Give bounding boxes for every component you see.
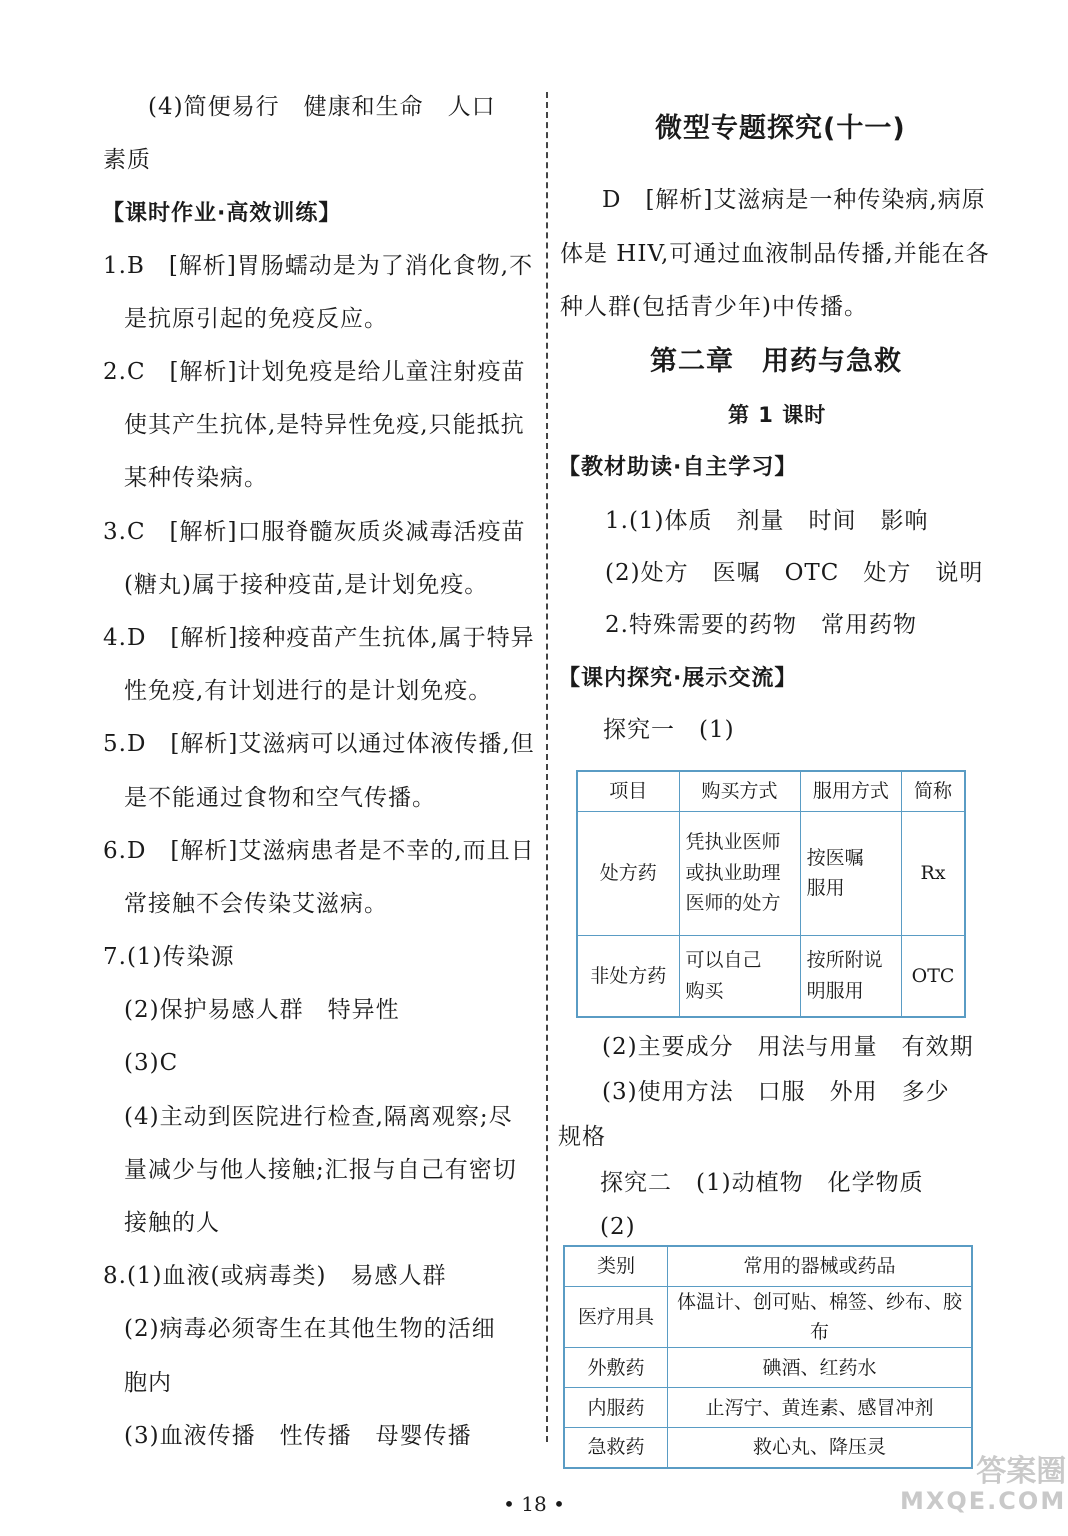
cell-line: 服用 [806,877,845,899]
answer-line: 6.D [解析]艾滋病患者是不幸的,而且日 [103,838,535,864]
table-cell: 处方药 [577,811,679,935]
section-header: 【课内探究·展示交流】 [558,666,798,691]
answer-line: 接触的人 [124,1210,220,1236]
answer-line: (2)处方 医嘱 OTC 处方 说明 [605,560,984,586]
table-row [577,811,965,935]
section-header: 【课时作业·高效训练】 [102,201,342,226]
answer-line: 1.(1)体质 剂量 时间 影响 [605,508,929,534]
table-cell [800,811,902,935]
cell-line: 医师的处方 [685,892,781,915]
lesson-title: 第 1 课时 [728,403,827,427]
answer-line: 素质 [103,147,151,173]
cell-line: 按医嘱 [806,846,864,869]
answer-line: (3)C [124,1050,179,1076]
table-cell [679,935,800,1017]
first-aid-table [563,1245,973,1469]
answer-line: 种人群(包括青少年)中传播。 [560,294,868,320]
answer-line: (4)主动到医院进行检查,隔离观察;尽 [124,1104,513,1130]
answer-line: 体是 HIV,可通过血液制品传播,并能在各 [560,241,990,267]
answer-line: 使其产生抗体,是特异性免疫,只能抵抗 [124,412,525,438]
cell-line: 或执业助理 [685,861,781,884]
answer-line: 2.C [解析]计划免疫是给儿童注射疫苗 [103,359,526,385]
cell-line: 按所附说 [806,949,883,972]
answer-line: 3.C [解析]口服脊髓灰质炎减毒活疫苗 [103,519,526,545]
answer-line: D [解析]艾滋病是一种传染病,病原 [602,187,986,213]
table-cell: 碘酒、红药水 [668,1348,973,1388]
medicine-type-table [576,770,966,1018]
table-cell: 内服药 [564,1388,668,1428]
answer-line: (2)保护易感人群 特异性 [124,997,400,1023]
table-header-cell: 类别 [564,1246,668,1286]
watermark-logo [900,1455,1066,1514]
table-cell: 体温计、创可贴、棉签、纱布、胶布 [668,1286,973,1348]
cell-line: 明服用 [806,979,864,1002]
answer-line: 7.(1)传染源 [103,944,235,970]
answer-line: 规格 [558,1124,606,1150]
answer-line: (3)血液传播 性传播 母婴传播 [124,1423,472,1449]
explore-label: 探究一 (1) [603,717,735,743]
cell-line: 可以自己 [685,949,762,972]
table-header-cell: 简称 [902,771,965,811]
answer-line: 4.D [解析]接种疫苗产生抗体,属于特异 [103,625,535,651]
answer-line: (4)简便易行 健康和生命 人口 [148,94,496,120]
answer-line: 某种传染病。 [124,465,268,491]
answer-line: 胞内 [124,1370,172,1396]
table-cell: 医疗用具 [564,1286,668,1348]
answer-line: 是抗原引起的免疫反应。 [124,306,388,332]
watermark-text: 答案圈 [976,1454,1067,1489]
table-cell: 急救药 [564,1428,668,1468]
table-row [564,1388,972,1428]
answer-line: 1.B [解析]胃肠蠕动是为了消化食物,不 [103,253,534,279]
answer-line: (2) [600,1214,636,1240]
section-header: 【教材助读·自主学习】 [558,455,798,480]
table-row [564,1348,972,1388]
table-row [577,935,965,1017]
table-header-cell: 常用的器械或药品 [668,1246,973,1286]
cell-line: 凭执业医师 [685,831,781,854]
answer-line: 5.D [解析]艾滋病可以通过体液传播,但 [103,731,535,757]
table-cell: 外敷药 [564,1348,668,1388]
table-cell: Rx [902,811,965,935]
explore-label: 探究二 (1)动植物 化学物质 [600,1170,924,1196]
column-divider [546,92,548,1442]
answer-line: (2)主要成分 用法与用量 有效期 [602,1034,974,1060]
answer-line: (3)使用方法 口服 外用 多少 [602,1079,950,1105]
answer-line: 8.(1)血液(或病毒类) 易感人群 [103,1263,447,1289]
answer-line: 常接触不会传染艾滋病。 [124,891,388,917]
watermark-url: MXQE.COM [900,1487,1067,1515]
table-cell [679,811,800,935]
table-cell: 救心丸、降压灵 [668,1428,973,1468]
cell-line: 购买 [685,979,724,1002]
table-cell: 止泻宁、黄连素、感冒冲剂 [668,1388,973,1428]
table-cell [800,935,902,1017]
topic-title: 微型专题探究(十一) [655,113,906,144]
answer-line: 2.特殊需要的药物 常用药物 [605,612,917,638]
answer-line: 性免疫,有计划进行的是计划免疫。 [124,678,493,704]
answer-line: (糖丸)属于接种疫苗,是计划免疫。 [124,572,489,598]
chapter-title: 第二章 用药与急救 [650,346,902,377]
table-cell: OTC [902,935,965,1017]
table-header-cell: 服用方式 [800,771,902,811]
table-cell: 非处方药 [577,935,679,1017]
answer-line: 量减少与他人接触;汇报与自己有密切 [124,1157,517,1183]
answer-line: (2)病毒必须寄生在其他生物的活细 [124,1316,496,1342]
table-header-cell: 购买方式 [679,771,800,811]
table-row [564,1286,972,1348]
answer-line: 是不能通过食物和空气传播。 [124,785,436,811]
page-number: • 18 • [503,1492,565,1516]
table-header-cell: 项目 [577,771,679,811]
